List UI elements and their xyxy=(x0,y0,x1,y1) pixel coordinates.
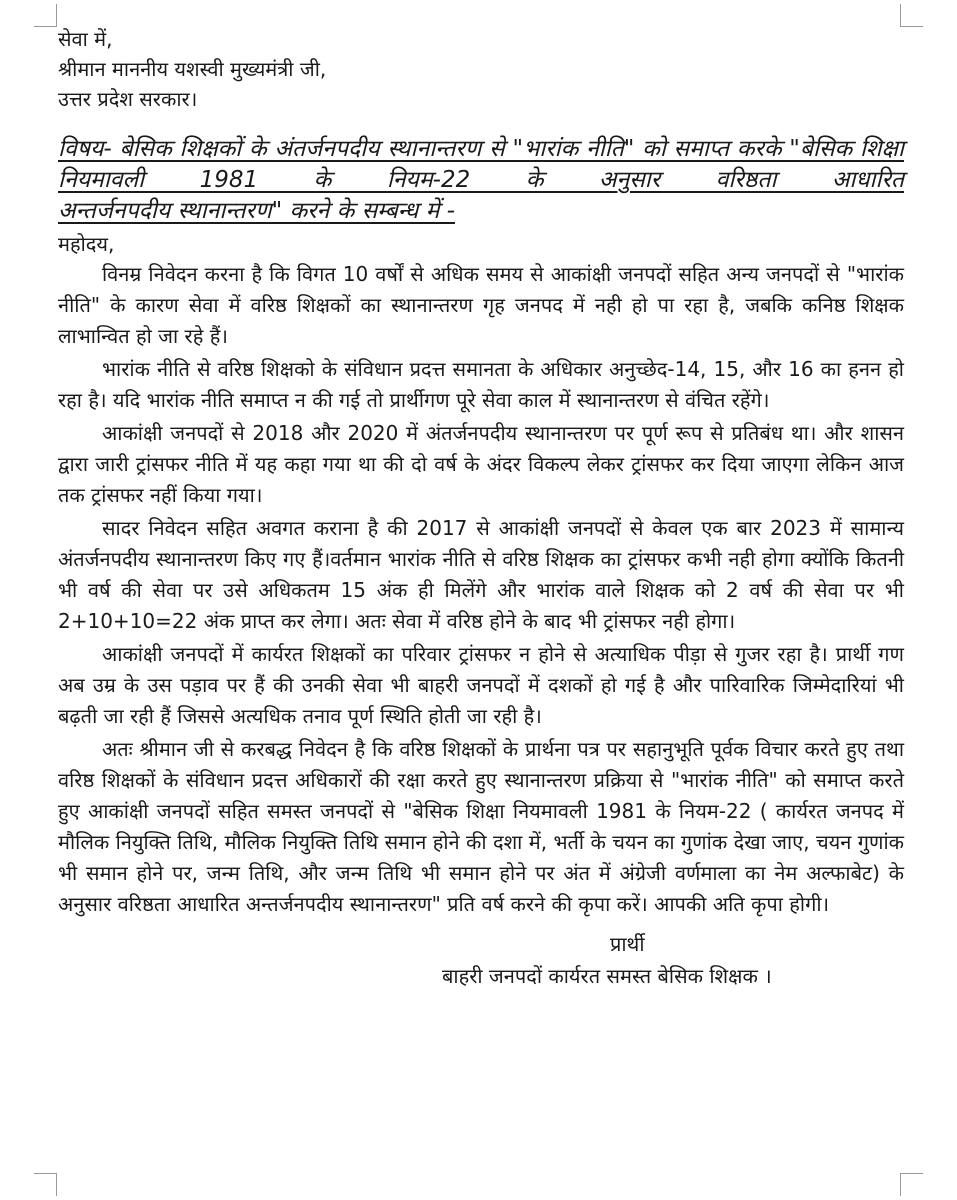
body-paragraph-5: आकांक्षी जनपदों में कार्यरत शिक्षकों का परिवार ट्रांसफर न होने से अत्याधिक पीड़ा से गुजर रहा है। प्रार्थी गण अब उम्र के उस पड़ाव पर हैं की उनकी सेवा भी बाहरी जनपदों में दशकों हो गई है और पारिवारिक जिम्मेदारियां भी बढ़ती जा रही हैं जिससे अत्यधिक तनाव पूर्ण स्थिति होती जा रही है। xyxy=(58,642,904,728)
body-paragraph-1: विनम्र निवेदन करना है कि विगत 10 वर्षों से अधिक समय से आकांक्षी जनपदों सहित अन्य जनपदों से "भारांक नीति" के कारण सेवा में वरिष्ठ शिक्षकों का स्थानान्तरण गृह जनपद में नही हो पा रहा है, जबकि कनिष्ठ शिक्षक लाभान्वित हो जा रहे हैं। xyxy=(58,262,904,348)
address-line-1: सेवा में, xyxy=(58,27,113,51)
subject-part-2: अन्तर्जनपदीय स्थानान्तरण" करने के सम्बन्ध में - xyxy=(58,198,455,224)
recipient-address xyxy=(58,24,904,114)
letter-body xyxy=(58,259,904,920)
body-paragraph-3: आकांक्षी जनपदों से 2018 और 2020 में अंतर्जनपदीय स्थानान्तरण पर पूर्ण रूप से प्रतिबंध था। और शासन द्वारा जारी ट्रांसफर नीति में यह कहा गया था की दो वर्ष के अंदर विकल्प लेकर ट्रांसफर कर दिया जाएगा लेकिन आज तक ट्रांसफर नहीं किया गया। xyxy=(58,421,904,507)
address-line-3: उत्तर प्रदेश सरकार। xyxy=(58,87,198,111)
signature-name: बाहरी जनपदों कार्यरत समस्त बेसिक शिक्षक । xyxy=(442,964,772,988)
crop-mark-bottom-left xyxy=(34,1173,57,1196)
body-paragraph-4: सादर निवेदन सहित अवगत कराना है की 2017 से आकांक्षी जनपदों से केवल एक बार 2023 में सामान्य अंतर्जनपदीय स्थानान्तरण किए गए हैं।वर्तमान भारांक नीति से वरिष्ठ शिक्षक का ट्रांसफर कभी नही होगा क्योंकि कितनी भी वर्ष की सेवा पर उसे अधिकतम 15 अंक ही मिलेंगे और भारांक वाले शिक्षक को 2 वर्ष की सेवा पर भी 2+10+10=22 अंक प्राप्त कर लेगा। अतः सेवा में वरिष्ठ होने के बाद भी ट्रांसफर नही होगा। xyxy=(58,516,904,633)
body-paragraph-6: अतः श्रीमान जी से करबद्ध निवेदन है कि वरिष्ठ शिक्षकों के प्रार्थना पत्र पर सहानुभूति पूर्वक विचार करते हुए तथा वरिष्ठ शिक्षकों के संविधान प्रदत्त अधिकारों की रक्षा करते हुए स्थानान्तरण प्रक्रिया से "भारांक नीति" को समाप्त करते हुए आकांक्षी जनपदों सहित समस्त जनपदों से "बेसिक शिक्षा नियमावली 1981 के नियम-22 ( कार्यरत जनपद में मौलिक नियुक्ति तिथि, मौलिक नियुक्ति तिथि समान होने की दशा में, भर्ती के चयन का गुणांक देखा जाए, चयन गुणांक भी समान होने पर, जन्म तिथि, और जन्म तिथि भी समान होने पर अंत में अंग्रेजी वर्णमाला का नेम अल्फाबेट) के अनुसार वरिष्ठता आधारित अन्तर्जनपदीय स्थानान्तरण" प्रति वर्ष करने की कृपा करें। आपकी अति कृपा होगी। xyxy=(58,737,904,916)
signature-block xyxy=(58,928,904,992)
body-paragraph-2: भारांक नीति से वरिष्ठ शिक्षको के संविधान प्रदत्त समानता के अधिकार अनुच्छेद-14, 15, और 16 का हनन हो रहा है। यदि भारांक नीति समाप्त न की गई तो प्रार्थीगण पूरे सेवा काल में स्थानान्तरण से वंचित रहेंगे। xyxy=(58,357,904,412)
letter-page xyxy=(58,24,904,992)
signature-label: प्रार्थी xyxy=(610,932,645,956)
crop-mark-bottom-right xyxy=(900,1173,923,1196)
crop-mark-top-left xyxy=(34,4,57,27)
subject-part-1: विषय- बेसिक शिक्षकों के अंतर्जनपदीय स्थानान्तरण से "भारांक नीति" को समाप्त करके "बेसिक शिक्षा नियमावली 1981 के नियम-22 के अनुसार वरिष्ठता आधारित xyxy=(58,136,904,193)
salutation: महोदय, xyxy=(58,232,115,256)
address-line-2: श्रीमान माननीय यशस्वी मुख्यमंत्री जी, xyxy=(58,57,327,81)
subject-line xyxy=(58,134,904,227)
